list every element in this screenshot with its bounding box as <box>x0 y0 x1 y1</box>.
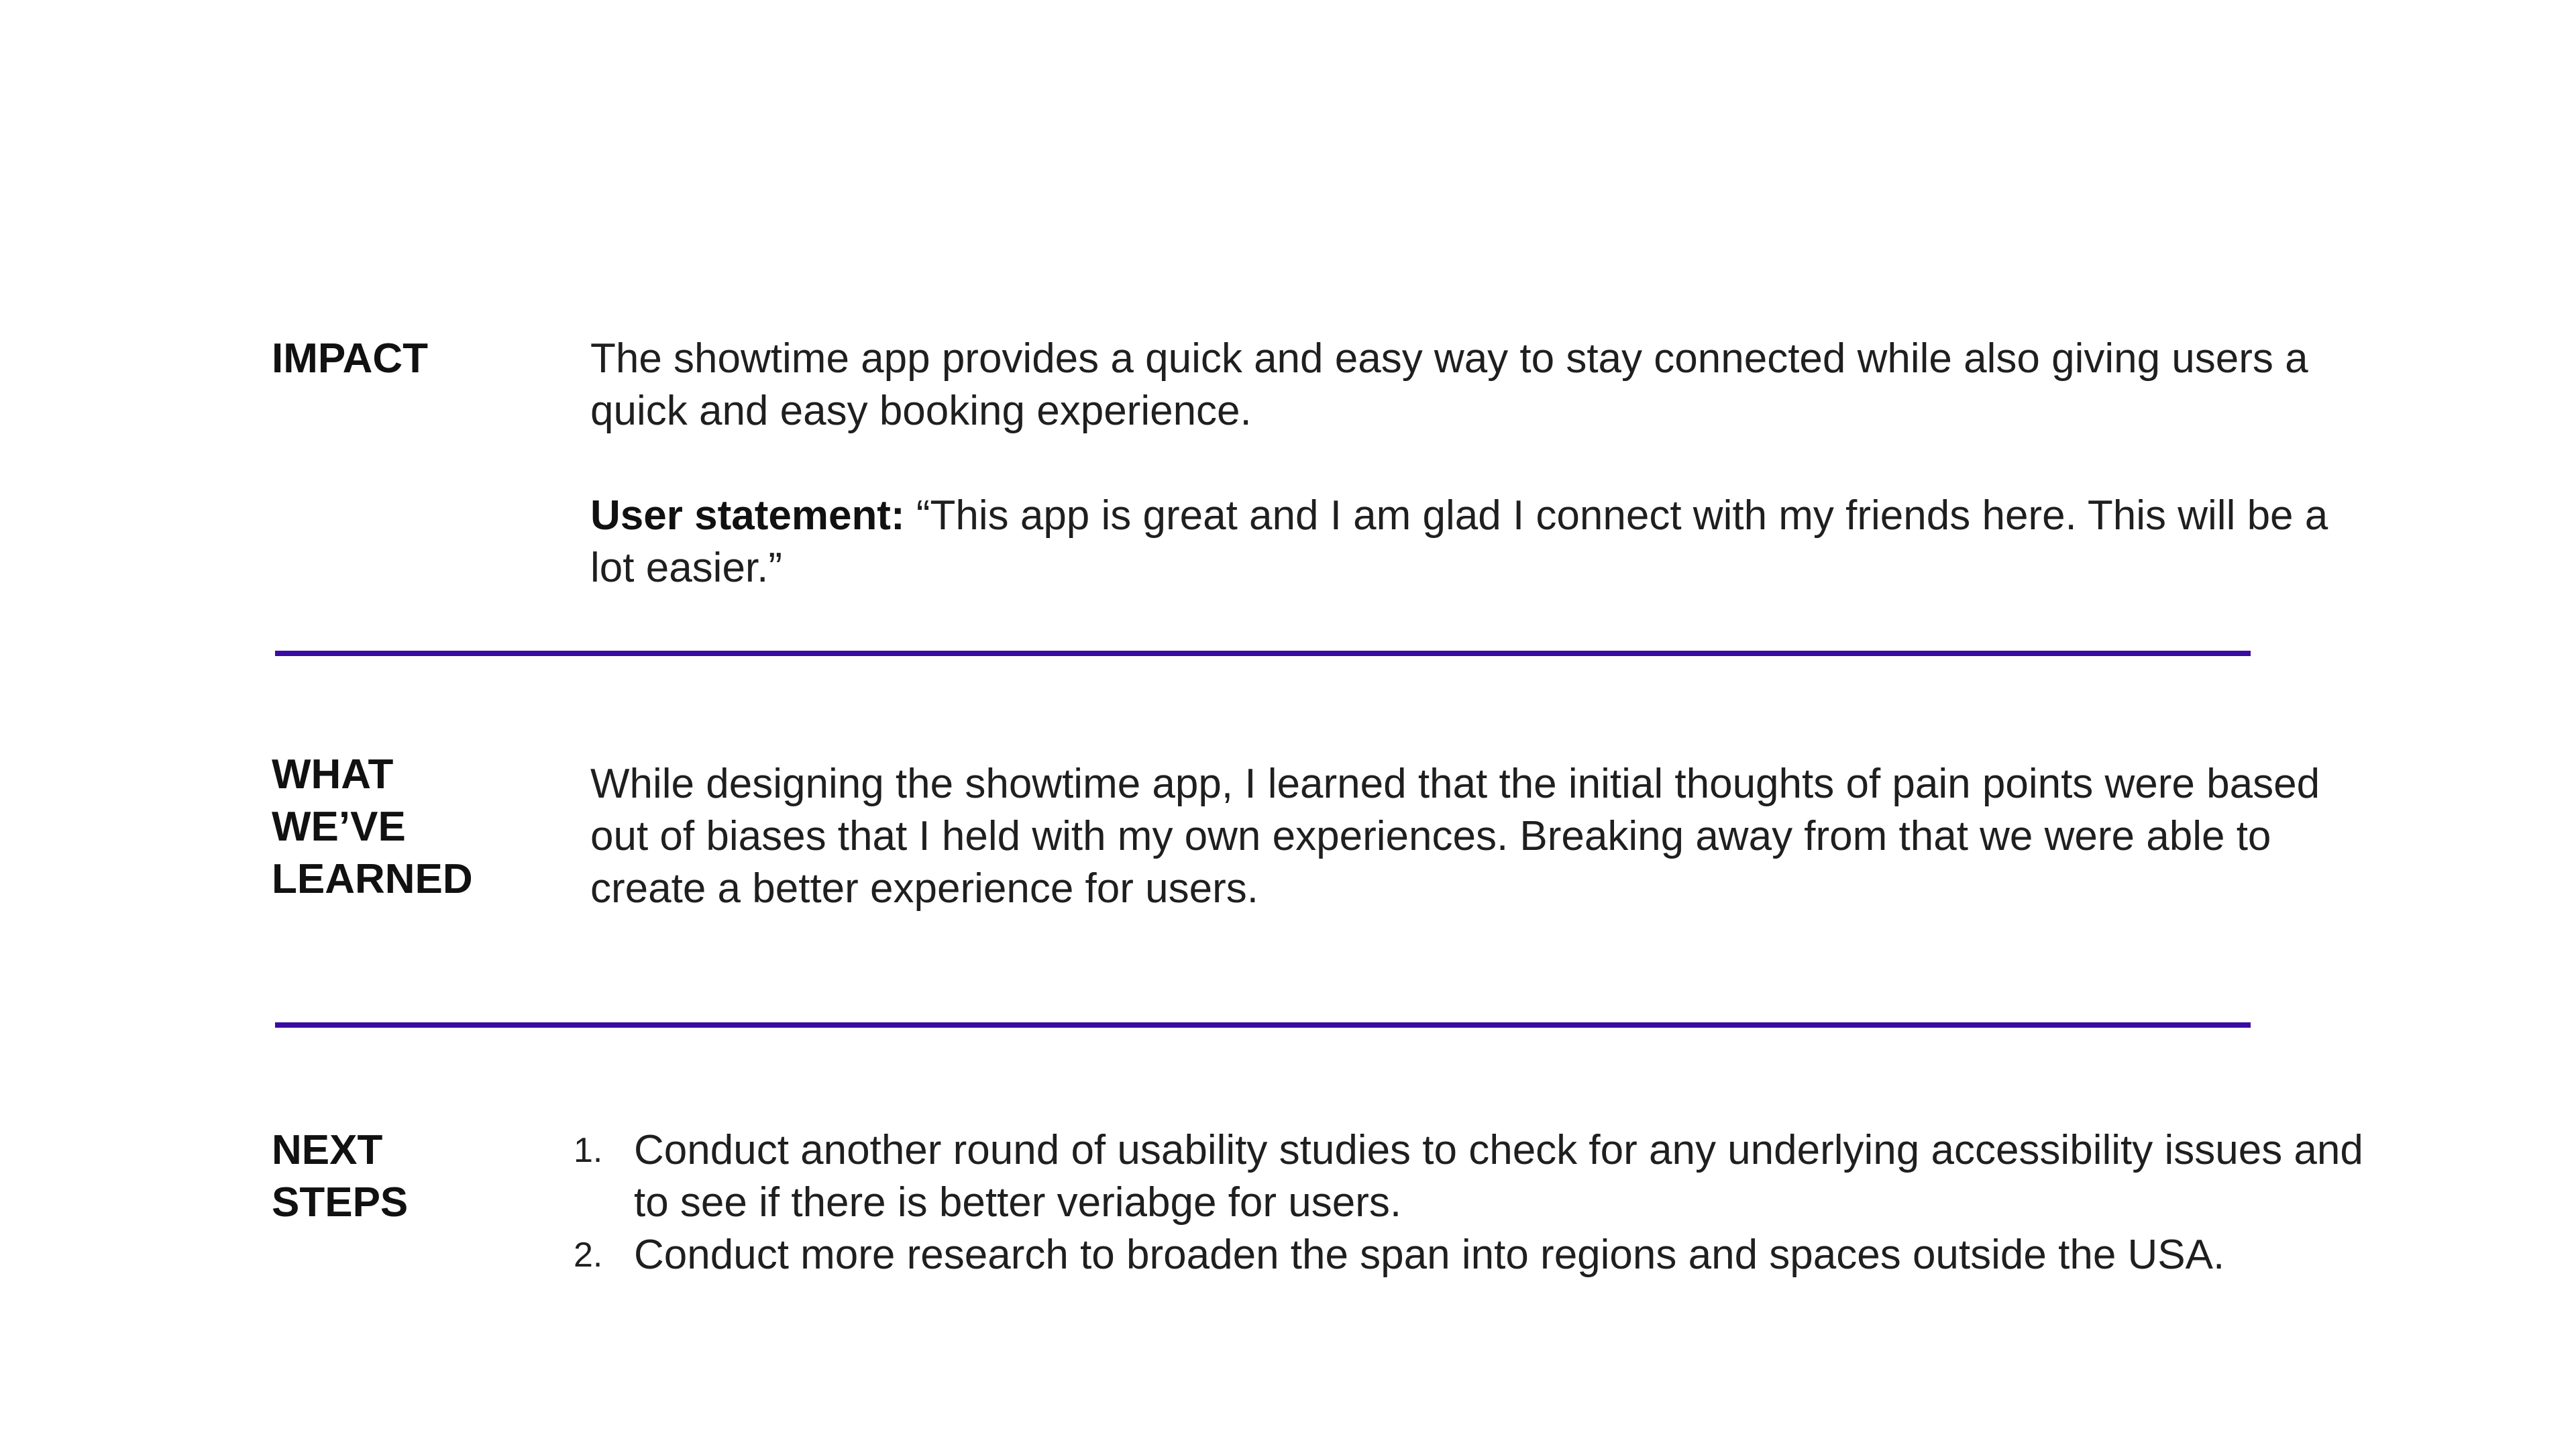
next-steps-heading-line: NEXT <box>272 1127 383 1173</box>
user-statement-label: User statement: <box>590 492 905 539</box>
paragraph-gap <box>590 437 2348 490</box>
learned-paragraph: While designing the showtime app, I learned that the initial thoughts of pain points were based out of biases that I held with my own experiences. Breaking away from that we were able to create a better experience for users. <box>590 761 2320 912</box>
list-item <box>574 1229 2385 1281</box>
list-item-text: Conduct more research to broaden the span into regions and spaces outside the USA. <box>634 1232 2225 1278</box>
next-steps-heading-line: STEPS <box>272 1179 409 1226</box>
next-steps-list <box>574 1124 2385 1281</box>
learned-heading <box>272 749 473 906</box>
impact-body <box>590 333 2348 594</box>
list-item-text: Conduct another round of usability studies to check for any underlying accessibility issues and to see if there is better veriabge for users. <box>634 1127 2363 1226</box>
list-item-number: 2. <box>574 1236 603 1275</box>
learned-heading-line: LEARNED <box>272 856 473 902</box>
impact-heading-text: IMPACT <box>272 335 429 382</box>
list-item-number: 1. <box>574 1131 603 1170</box>
user-statement <box>590 490 2348 594</box>
impact-paragraph: The showtime app provides a quick and easy way to stay connected while also giving users a quick and easy booking experience. <box>590 335 2308 434</box>
section-divider-2 <box>275 1022 2251 1028</box>
user-statement-quote: “This app is great and I am glad I connect with my friends here. This will be a lot easier.” <box>590 492 2328 591</box>
learned-body <box>590 758 2348 915</box>
list-item <box>574 1124 2385 1229</box>
section-divider-1 <box>275 651 2251 656</box>
learned-heading-line: WHAT <box>272 751 394 798</box>
impact-heading <box>272 333 428 385</box>
learned-heading-line: WE’VE <box>272 804 406 850</box>
next-steps-heading <box>272 1124 408 1229</box>
